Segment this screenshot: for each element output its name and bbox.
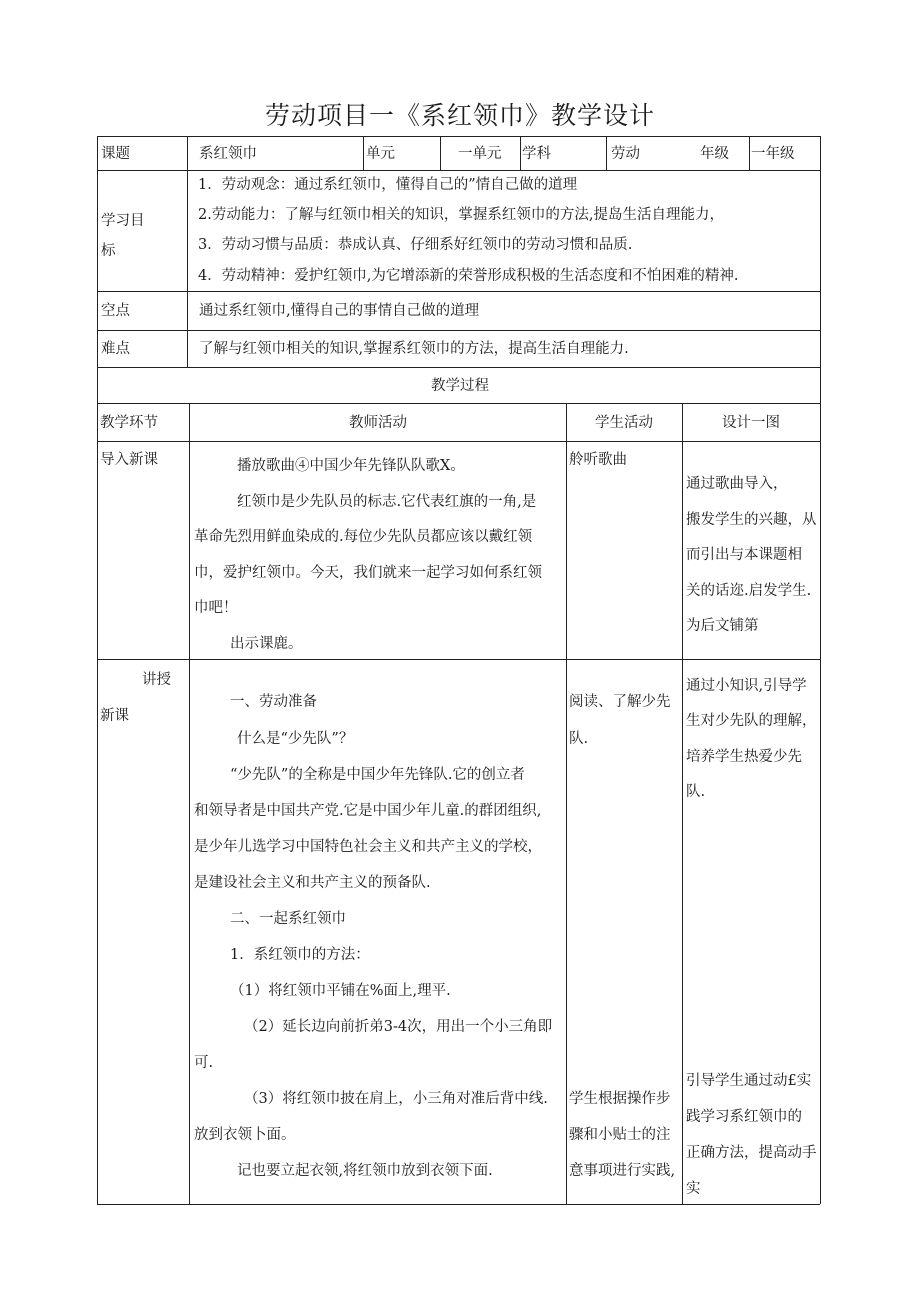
objectives-label: 学习目 bbox=[101, 213, 145, 229]
lecture-design-line: 生对少先队的理解， bbox=[686, 713, 817, 729]
lecture-student-line: 骤和小贴士的注 bbox=[569, 1127, 671, 1143]
objective-item: 1．劳动观念：通过系红领巾，懂得自己的”情自己做的道理 bbox=[198, 177, 578, 193]
lecture-design-line: 队. bbox=[686, 784, 706, 800]
lecture-teacher-line: 放到衣领卜面。 bbox=[194, 1127, 296, 1143]
objectives-label-2: 标 bbox=[101, 243, 116, 259]
lecture-teacher-line: （2）延长边向前折弟3-4次，用出一个小三角即 bbox=[244, 1019, 553, 1035]
lecture-teacher-line: （3）将红领巾披在肩上，小三角对准后背中线. bbox=[244, 1091, 548, 1107]
intro-teacher-line: 出示课鹿。 bbox=[230, 636, 303, 652]
subject-value: 劳动 bbox=[611, 146, 640, 162]
lecture-student-line: 阅读、了解少先 bbox=[569, 694, 671, 710]
lecture-teacher-line: 可. bbox=[194, 1055, 214, 1071]
lecture-stage: 讲授 bbox=[142, 672, 171, 688]
header-stage: 教学环节 bbox=[100, 415, 158, 431]
intro-teacher-line: 播放歌曲④中国少年先锋队队歌X。 bbox=[237, 458, 465, 474]
intro-design-line: 而引出与本课题相 bbox=[686, 547, 802, 563]
course-label: 课题 bbox=[101, 146, 130, 162]
header-student: 学生活动 bbox=[595, 415, 653, 431]
lecture-teacher-line: 一、劳动准备 bbox=[230, 694, 317, 710]
lecture-design-line: 践学习系红领巾的 bbox=[686, 1109, 802, 1125]
unit-label: 单元 bbox=[366, 146, 395, 162]
lecture-teacher-line: 二、一起系红领巾 bbox=[230, 911, 346, 927]
lecture-design-line: 实 bbox=[686, 1181, 701, 1197]
lecture-design-line: 培养学生热爱少先 bbox=[686, 749, 802, 765]
lecture-design-line: 引导学生通过动£实 bbox=[686, 1073, 812, 1089]
key-point-label: 空点 bbox=[101, 303, 130, 319]
unit-value: 一单元 bbox=[458, 146, 502, 162]
lecture-teacher-line: “少先队”的全称是中国少年先锋队.它的创立者 bbox=[230, 767, 525, 783]
lecture-stage-2: 新课 bbox=[100, 708, 129, 724]
grade-value: 一年级 bbox=[751, 146, 795, 162]
intro-teacher-line: 红领巾是少先队员的标志.它代表红旗的一角,是 bbox=[237, 494, 537, 510]
difficulty-label: 难点 bbox=[101, 341, 130, 357]
intro-design-line: 为后文铺第 bbox=[686, 618, 759, 634]
lecture-teacher-line: （1）将红领巾平铺在%面上,理平. bbox=[230, 983, 451, 999]
intro-design-line: 关的话迩.启发学生. bbox=[686, 583, 812, 599]
lecture-teacher-line: 什么是“少先队”？ bbox=[237, 731, 354, 747]
lecture-student-line: 学生根据操作步 bbox=[569, 1091, 671, 1107]
lecture-teacher-line: 和领导者是中国共产党.它是中国少年儿童.的群团组织, bbox=[194, 803, 542, 819]
header-teacher: 教师活动 bbox=[349, 415, 407, 431]
difficulty-text: 了解与红领巾相关的知识,掌握系红领巾的方法，提高生活自理能力. bbox=[199, 341, 629, 357]
intro-stage: 导入新课 bbox=[100, 452, 158, 468]
lecture-design-line: 通过小知识,引导学 bbox=[686, 678, 807, 694]
lecture-teacher-line: 是建设社会主义和共产主义的预备队. bbox=[194, 875, 431, 891]
objective-item: 2.劳动能力：了解与红领巾相关的知识，掌握系红领巾的方法,提岛生活自理能力， bbox=[198, 207, 724, 223]
lecture-student-line: 队. bbox=[569, 731, 589, 747]
lecture-teacher-line: 1．系红领巾的方法： bbox=[230, 947, 370, 963]
subject-label: 学科 bbox=[522, 146, 551, 162]
intro-design-line: 通过歌曲导入， bbox=[686, 476, 788, 492]
lecture-teacher-line: 记也要立起衣领,将红领巾放到衣领下面. bbox=[237, 1163, 493, 1179]
lecture-design-line: 正确方法，提高动手 bbox=[686, 1145, 817, 1161]
objective-item: 3．劳动习惯与品质：恭成认真、仔细系好红领巾的劳动习惯和品质. bbox=[198, 237, 633, 253]
grade-label: 年级 bbox=[700, 146, 729, 162]
intro-design-line: 搬发学生的兴趣，从 bbox=[686, 512, 817, 528]
lecture-teacher-line: 是少年儿选学习中国特色社会主义和共产主义的学校， bbox=[194, 839, 542, 855]
intro-teacher-line: 革命先烈用鲜血染成的.每位少先队员都应该以戴红领 bbox=[194, 529, 533, 545]
course-value: 系红领巾 bbox=[199, 146, 257, 162]
objective-item: 4．劳动精神：爱护红领巾,为它增添新的荣誉形成积极的生活态度和不怕困难的精神. bbox=[198, 268, 739, 284]
intro-teacher-line: 巾，爱护红领巾。今天，我们就来一起学习如何系红领 bbox=[194, 565, 542, 581]
header-design: 设计一图 bbox=[722, 415, 780, 431]
process-title: 教学过程 bbox=[431, 378, 489, 394]
page-title: 劳动项目一《系红领巾》教学设计 bbox=[264, 101, 655, 130]
intro-teacher-line: 巾吧！ bbox=[194, 600, 238, 616]
key-point-text: 通过系红领巾,懂得自己的事情自己做的道理 bbox=[199, 303, 480, 319]
intro-student: 舲听歌曲 bbox=[569, 452, 627, 468]
lecture-student-line: 意事项进行实践, bbox=[569, 1163, 676, 1179]
